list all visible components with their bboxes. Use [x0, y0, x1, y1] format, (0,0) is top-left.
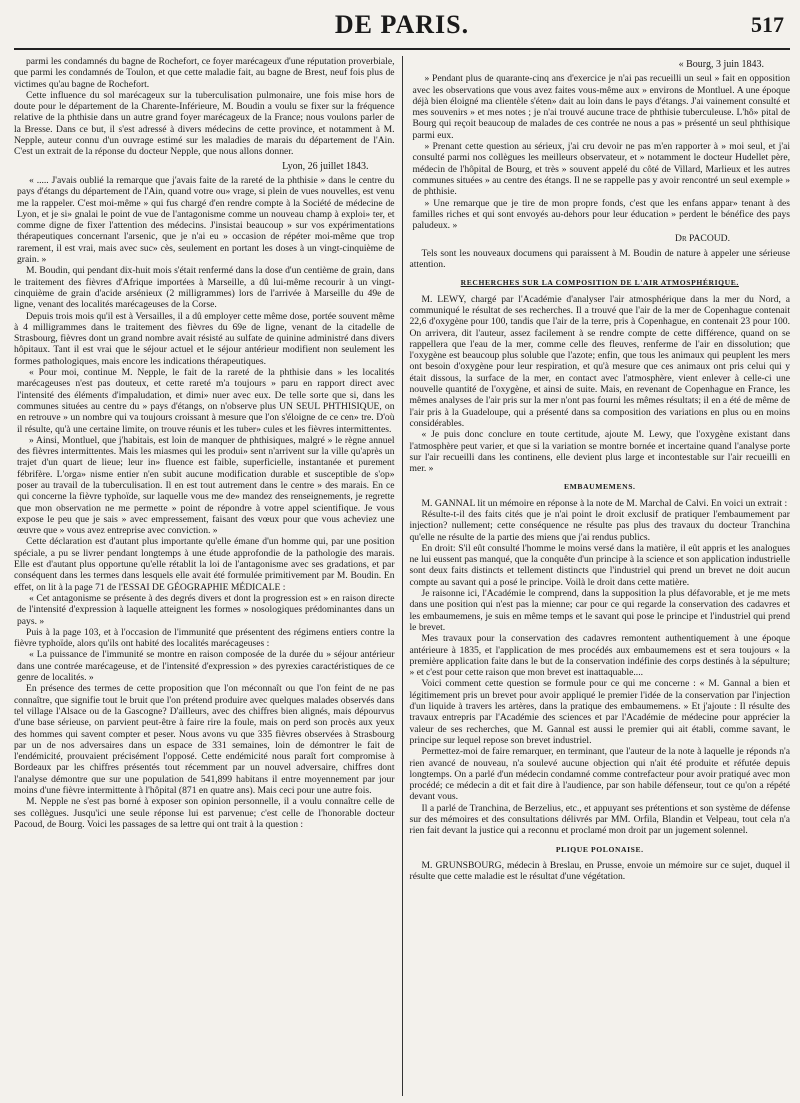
- paragraph: Depuis trois mois qu'il est à Versailles, il a dû employer cette même dose, portée souvent même à 4 milligrammes dans le traitement des fièvres du 69e de ligne, venant de la citadelle de Strasbourg, fièvres dont un grand nombre avait résisté au sulfate de quinine administré dans divers hôpitaux. Tant il est vrai que le séjour actuel et le séjour antérieur modifient non seulement les formes pathologiques, mais encore les indications thérapeutiques.: [14, 310, 395, 367]
- paragraph: parmi les condamnés du bagne de Rochefort, ce foyer marécageux d'une réputation proverbiale, que parmi les condamnés de Toulon, et que cette maladie fait, au bagne de Brest, neuf fois plus de victimes qu'au bagne de Rochefort.: [14, 56, 395, 90]
- quoted-letter: » Prenant cette question au sérieux, j'ai cru devoir ne pas m'en rapporter à » moi seul, et j'ai consulté parmi nos collègues les meilleurs observateur, et » notamment le docteur Hudellet père, médecin de l'hôpital de Bourg, et très » souvent appelé du côté de Villard, Marlieux et les autres communes situées » au centre des étangs. Il ne se rappelle pas y avoir rencontré un seul exemple » de phthisie.: [412, 141, 791, 198]
- quotation: « Cet antagonisme se présente à des degrés divers et dont la progression est » en raison directe de l'intensité d'expression à laquelle atteignent les formes » nosologiques prédominantes dans un pays. »: [17, 592, 395, 627]
- dateline: « Bourg, 3 juin 1843.: [678, 59, 765, 70]
- left-column: [14, 56, 402, 1096]
- section-heading: PLIQUE POLONAISE.: [555, 844, 644, 854]
- paragraph: En droit: S'il eût consulté l'homme le moins versé dans la matière, il eût appris et les analogues ne lui eussent pas manqué, que la conquête d'un principe à la science et son application industrielle sont deux faits distincts et tellement distincts que l'industriel qui prend un brevet ne doit aucun compte au savant qui a posé le principe. Voilà le droit dans cette matière.: [409, 542, 791, 588]
- paragraph: M. Nepple ne s'est pas borné à exposer son opinion personnelle, il a voulu connaître celle de ses collègues. Jusqu'ici une seule réponse lui est parvenue; c'est celle de l'honorable docteur Pacoud, de Bourg. Voici les passages de sa lettre qui ont trait à la question :: [14, 796, 395, 830]
- quoted-letter: » Pendant plus de quarante-cinq ans d'exercice je n'ai pas recueilli un seul » fait en opposition avec les observations que vous avez faites vous-même aux » environs de Montluel. A une époque déjà bien éloigné ma clientèle s'éten» dait au loin dans le pays d'étangs. J'ai vainement consulté et mes souvenirs » et mes notes ; je n'ai trouvé aucune trace de phthisie tuberculeuse. L'hô» pital de Bourg qui reçoit beaucoup de malades de ces contrée ne nous a pas » présenté un seul phthisique parmi eux.: [412, 73, 791, 141]
- paragraph: M. Boudin, qui pendant dix-huit mois s'était renfermé dans la dose d'un centième de grain, dans le traitement des fièvres d'Afrique importées à Marseille, a dû lui-même recourir à un vingt-cinquième de grain d'acide arsénieux (2 milligrammes) lors de l'arrivée à Marseille du 49e de ligne, venant des localités marécageuses de la Corse.: [14, 265, 395, 311]
- dateline: Lyon, 26 juillet 1843.: [282, 160, 369, 172]
- paragraph: Mes travaux pour la conservation des cadavres remontent authentiquement à une époque antérieure à 1835, et l'application de mes procédés aux embaumemens est et sera toujours « la première application faite dans le but de la conservation indéfinie des corps destinés à la sépulture; » et c'est pour cette raison que mon brevet est inattaquable....: [409, 633, 791, 679]
- page-header: [14, 8, 790, 50]
- paragraph: Il a parlé de Tranchina, de Berzelius, etc., et appuyant ses prétentions et son système de défense sur des mémoires et des consultations délivrés par MM. Orfila, Blandin et Velpeau, tout cela n'a rien fait devant la justice qui a reconnu et proclamé mon droit par un jugement solennel.: [409, 802, 791, 837]
- paragraph: Cette influence du sol marécageux sur la tuberculisation pulmonaire, une fois mise hors de doute pour le département de la Charente-Inférieure, M. Boudin a voulu se fixer sur la fréquence relative de la phthisie dans un autre grand foyer marécageux de la France; nous voulons parler de la Bresse. Dans ce but, il s'est adressé à divers médecins de cette province, et notamment à M. Nepple, auteur connu d'un ouvrage estimé sur les maladies de marais du département de l'Ain. C'est un extrait de la réponse du docteur Nepple, que nous allons donner.: [14, 89, 395, 158]
- paragraph: M. GANNAL lit un mémoire en réponse à la note de M. Marchal de Calvi. En voici un extrait :: [421, 497, 788, 509]
- quoted-letter: » Ainsi, Montluel, que j'habitais, est loin de manquer de phthisiques, malgré » le règne annuel des fièvres intermittentes. Mais les miasmes qui les produi» sent n'arrivent sur la ville qu'après un trajet d'un quart de lieue; leur in» fluence est faible, superficielle, instantanée et purement fébrifère. L'orga» nisme entier n'en subit aucune modification durable et susceptible de s'op» poser au travail de la tuberculisation. Il en est tout autrement dans le centre » des marais. En ce qui concerne la fièvre typhoïde, sur laquelle vous me de» mandez des renseignements, je regrette que mon observation ne me permette » point de répondre à votre appel scientifique. Je vous expose le peu que je sais » avec empressement, faisant des vœux pour que vous acheviez une œuvre que » vous avez entreprise avec conviction. »: [17, 434, 395, 537]
- paragraph: Résulte-t-il des faits cités que je n'ai point le droit exclusif de pratiquer l'embaumement par injection? nullement; cette conséquence ne résulte pas plus des travaux du docteur Tranchina qu'elle ne résulte de la partie des miens que j'ai rendus publics.: [409, 508, 791, 543]
- right-column: [403, 56, 791, 1096]
- signature: Dr PACOUD.: [675, 233, 731, 245]
- paragraph: Permettez-moi de faire remarquer, en terminant, que l'auteur de la note à laquelle je réponds n'a rien avancé de nouveau, n'a soulevé aucune objection qui n'ait été produite et réfutée depuis longtemps. On a parlé d'un médecin condamné comme contrefacteur pour avoir pratiqué avec mon procédé; ce médecin a dit et fait dire à l'audience, par son habile défenseur, tout ce qu'on a répété devant vous.: [409, 746, 791, 803]
- quoted-letter: « Pour moi, continue M. Nepple, le fait de la rareté de la phthisie dans » les localités marécageuses n'est pas douteux, et cette rareté m'a toujours » paru en rapport direct avec l'intensité des éléments d'impaludation, et dimi» nuer avec eux. De telle sorte que si, dans les communes situées au centre du » pays d'étangs, on n'observe plus UN SEUL PHTHISIQUE, on en retrouve » un nombre qui va toujours croissant à mesure que l'on s'éloigne de ce cen» tre. D'où il résulte, qu'à une certaine limite, on trouve réunis et les tuber» cules et les fièvres intermittentes.: [17, 367, 395, 435]
- paragraph: « Je puis donc conclure en toute certitude, ajoute M. Lewy, que l'oxygène existant dans l'atmosphère peut varier, et que si la variation se montre bornée et incertaine quand l'analyse porte sur l'air recueilli dans les continens, elle devient plus large et incontestable sur l'air recueilli en mer. »: [409, 429, 791, 475]
- section-heading: RECHERCHES SUR LA COMPOSITION DE L'AIR ATMOSPHÉRIQUE.: [460, 278, 739, 288]
- article-columns: [14, 56, 790, 1096]
- paragraph: Puis à la page 103, et à l'occasion de l'immunité que présentent des régimens entiers contre la fièvre typhoïde, alors qu'ils ont habité des localités marécageuses :: [14, 626, 395, 650]
- paragraph: Je raisonne ici, l'Académie le comprend, dans la supposition la plus défavorable, et je me mets dans une position qui n'est pas la mienne; car pour ce qui regarde la conservation des cadavres et les embaumemens, je suis en même temps et le savant qui pose le principe et l'industriel qui prend le brevet.: [409, 588, 791, 633]
- paragraph: Tels sont les nouveaux documens qui paraissent à M. Boudin de nature à appeler une sérieuse attention.: [409, 247, 791, 271]
- masthead-title: DE PARIS.: [334, 10, 470, 39]
- section-heading: EMBAUMEMENS.: [563, 482, 636, 492]
- paragraph: En présence des termes de cette proposition que l'on méconnaît ou que l'on feint de ne pas connaître, que signifie tout le bruit que l'on prétend produire avec quelques malades observés dans tel village l'Alsace ou de la Gascogne? D'ailleurs, avec des chiffres bien alignés, mais dépourvus d'une base sérieuse, on parvient peut-être à faire rire la foule, mais on perd son procès aux yeux des hommes qui savent compter et peser. Nous avons vu que 335 fièvres observées à Strasbourg par un de nos adversaires dans un espace de 331 semaines, loin de démontrer le fait de l'endémicité, prouvaient précisément l'opposé. Cette endémicité nous paraît fort compromise à Bordeaux par les chiffres présentés tout récemment par un nouvel adversaire, chiffres dont l'analyse démontre que sur une population de 541,899 habitans il entre moyennement par jour moins d'une fièvre intermittente à l'hôpital (871 en quatre ans). Mais ceci pour une autre fois.: [14, 683, 395, 796]
- quotation: « La puissance de l'immunité se montre en raison composée de la durée du » séjour antérieur dans une contrée marécageuse, et de l'intensité d'expression » des pyrexies caractéristiques de ce genre de localités. »: [17, 649, 395, 684]
- paragraph: M. LEWY, chargé par l'Académie d'analyser l'air atmosphérique dans la mer du Nord, a communiqué le résultat de ses recherches. Il a trouvé que l'air de la mer de Copenhague contenait 22,6 d'oxygène pour 100, tandis que l'air de la terre, pris à Copenhague, en contenait 23 pour 100. On arrivera, dit l'auteur, assez facilement à se rendre compte de cette différence, quand on se rappellera que l'eau de la mer, comme celle des fleuves, renferme de l'air en dissolution; que l'oxygène est beaucoup plus soluble que l'azote; enfin, que tous les animaux qui peuplent les mers ont besoin d'oxygène pour leur respiration, et qu'à mesure que ces animaux ont pris celui qui y était dissous, la surface de la mer, en contact avec l'atmosphère, vient enlever à celle-ci une nouvelle quantité de l'oxygène, et ainsi de suite. Mais, en revenant de Copenhague en France, les mêmes analyses de l'air pris sur la mer n'ont pas fourni les mêmes résultats; il en a été de même de l'air pris à la Guadeloupe, qui a présenté dans sa composition des variations en plus ou en moins considérables.: [409, 293, 791, 429]
- paragraph: Voici comment cette question se formule pour ce qui me concerne : « M. Gannal a bien et légitimement pris un brevet pour avoir appliqué le premier l'idée de la conservation par l'injection d'un liquide à travers les artères, dans la pratique des embaumemens. » Et j'ajoute : Il résulte des travaux entrepris par l'Académie des sciences et par l'Académie de médecine pour apprécier la valeur de ses recherches, que M. Gannal est aussi le premier qui ait établi, comme savant, le principe sur lequel repose son brevet industriel.: [409, 678, 791, 746]
- paragraph: M. GRUNSBOURG, médecin à Breslau, en Prusse, envoie un mémoire sur ce sujet, duquel il résulte que cette maladie est le résultat d'une végétation.: [409, 859, 791, 883]
- page-number: 517: [751, 12, 784, 37]
- paragraph: Cette déclaration est d'autant plus importante qu'elle émane d'un homme qui, par une position spéciale, a pu se livrer pendant longtemps à une étude approfondie de la pathologie des marais. Elle est d'autant plus opportune qu'elle rétablit la loi de l'antagonisme avec ses gradations, et par conséquent dans les termes dans lesquels elle avait été formulée primitivement par M. Boudin. En effet, on lit à la page 71 de l'ESSAI DE GÉOGRAPHIE MÉDICALE :: [14, 536, 395, 593]
- quoted-letter: » Une remarque que je tire de mon propre fonds, c'est que les enfans appar» tenant à des familles riches et qui sont envoyés au-dehors pour leur éducation » perdent le bénéfice des pays paludeux. »: [412, 197, 791, 232]
- quoted-letter: « ..... J'avais oublié la remarque que j'avais faite de la rareté de la phthisie » dans le centre du pays d'étangs du département de l'Ain, quand votre ou» vrage, si plein de vues nouvelles, est venu me la rappeler. C'est moi-même » qui fus chargé d'en rendre compte à la Société de médecine de Lyon, et je si» gnalai le point de vue de l'antagonisme comme un nouveau champ à exploi» ter, et comme digne de fixer l'attention des médecins. J'insistai beaucoup » sur vos expérimentations thérapeutiques concernant l'arsenic, que je n'ai eu » occasion de répéter moi-même que trop rarement, il est vrai, mais avec suc» cès, seulement en portant les doses à un vingt-cinquième de grain. »: [17, 174, 395, 266]
